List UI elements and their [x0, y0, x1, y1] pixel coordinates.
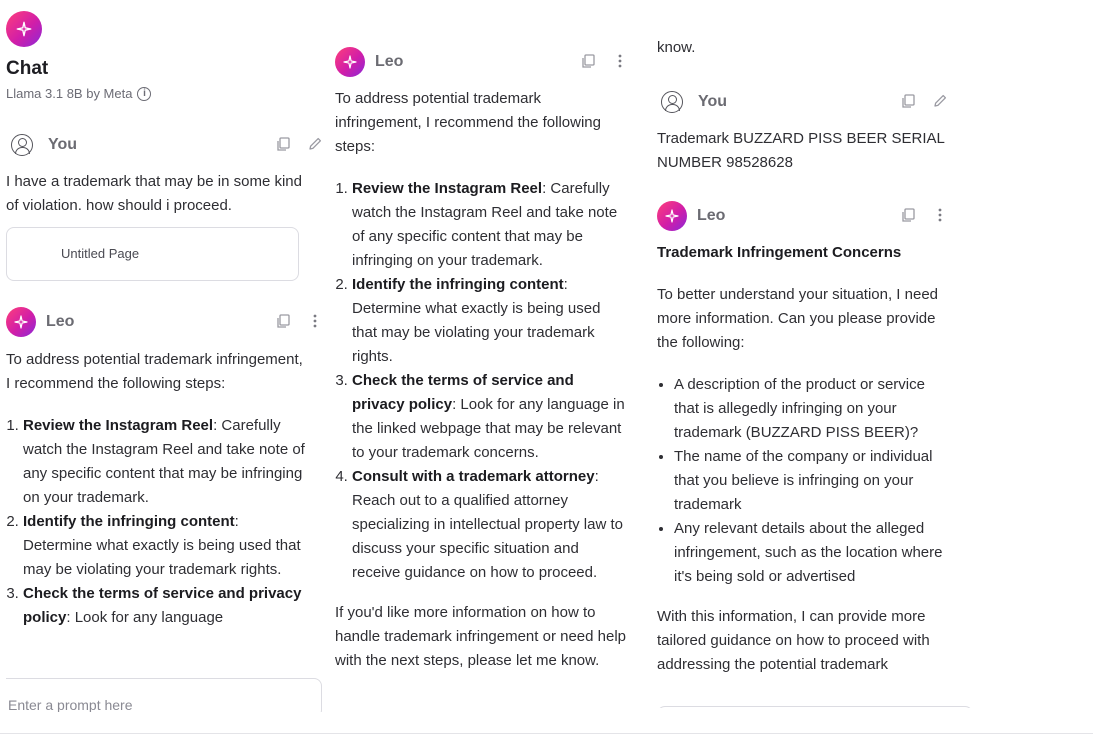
- more-vertical-icon[interactable]: [306, 312, 324, 330]
- leo-logo: [6, 11, 42, 47]
- user-circle-icon: [11, 134, 33, 156]
- model-name: Llama 3.1 8B by Meta: [6, 86, 133, 101]
- assistant-intro: To address potential trademark infringement, I recommend the following steps:: [6, 351, 303, 392]
- assistant-message-body: [657, 241, 949, 677]
- leo-avatar: [657, 201, 687, 231]
- user-circle-icon: [661, 91, 683, 113]
- assistant-message-body: [335, 87, 629, 673]
- chat-column-1: [6, 0, 324, 712]
- sparkle-icon: [13, 314, 29, 330]
- user-message-header: [6, 129, 324, 161]
- leo-avatar: [335, 47, 365, 77]
- previous-message-tail: know.: [657, 39, 696, 56]
- sparkle-icon: [342, 54, 358, 70]
- bullet-list: [657, 373, 949, 589]
- list-item: • Any relevant details about the alleged infringement, such as the location where it's being sold or advertised: [674, 517, 949, 589]
- sparkle-icon: [664, 208, 680, 224]
- page-title: Chat: [6, 58, 49, 79]
- chat-column-3: [657, 0, 973, 708]
- assistant-message-header: [335, 46, 631, 78]
- more-vertical-icon[interactable]: [931, 206, 949, 224]
- info-icon[interactable]: i: [137, 87, 151, 101]
- user-message-text: I have a trademark that may be in some kind of violation. how should i proceed.: [6, 173, 302, 214]
- more-vertical-icon[interactable]: [611, 52, 629, 70]
- model-label: [6, 86, 151, 101]
- user-message-header: [657, 86, 973, 118]
- copy-icon[interactable]: [274, 312, 292, 330]
- sender-name: You: [698, 93, 728, 110]
- attachment-title: Untitled Page: [61, 246, 140, 261]
- copy-icon[interactable]: [274, 135, 292, 153]
- chat-column-2: [335, 0, 631, 708]
- copy-icon[interactable]: [579, 52, 597, 70]
- steps-list: [6, 414, 306, 630]
- sender-name: Leo: [375, 53, 404, 70]
- assistant-message-header: [6, 306, 324, 338]
- response-heading: Trademark Infringement Concerns: [657, 244, 902, 261]
- list-item: 3. Check the terms of service and privacy policy: Look for any language in the linked webpage that may be relevant to your trademark concerns.: [352, 369, 629, 465]
- copy-icon[interactable]: [899, 92, 917, 110]
- sparkle-icon: [15, 20, 33, 38]
- list-item: • The name of the company or individual that you believe is infringing on your trademark: [674, 445, 949, 517]
- pencil-icon[interactable]: [931, 92, 949, 110]
- assistant-intro: To better understand your situation, I need more information. Can you please provide the following:: [657, 286, 939, 351]
- prompt-input[interactable]: Enter a prompt here: [6, 678, 322, 712]
- assistant-intro: To address potential trademark infringement, I recommend the following steps:: [335, 90, 601, 155]
- list-item: 2. Identify the infringing content: Determine what exactly is being used that may be violating your trademark rights.: [352, 273, 629, 369]
- assistant-outro: If you'd like more information on how to handle trademark infringement or need help with the next steps, please let me know.: [335, 604, 627, 669]
- assistant-message-body: [6, 348, 306, 630]
- user-message-text: Trademark BUZZARD PISS BEER SERIAL NUMBER 98528628: [657, 130, 945, 171]
- sender-name: Leo: [46, 313, 75, 330]
- leo-avatar: [6, 307, 36, 337]
- sender-name: Leo: [697, 207, 726, 224]
- list-item: • A description of the product or service that is allegedly infringing on your trademark (BUZZARD PISS BEER)?: [674, 373, 949, 445]
- list-item: 3. Check the terms of service and privacy policy: Look for any language: [23, 582, 306, 630]
- assistant-outro: With this information, I can provide more tailored guidance on how to proceed with addressing the potential trademark: [657, 608, 930, 673]
- pencil-icon[interactable]: [306, 135, 324, 153]
- list-item: 4. Consult with a trademark attorney: Reach out to a qualified attorney specializing in intellectual property law to discuss your specific situation and receive guidance on how to proceed.: [352, 465, 629, 585]
- assistant-message-header: [657, 200, 973, 232]
- steps-list: [335, 177, 629, 585]
- list-item: 2. Identify the infringing content: Determine what exactly is being used that may be violating your trademark rights.: [23, 510, 306, 582]
- attachment-card[interactable]: [6, 227, 299, 281]
- copy-icon[interactable]: [899, 206, 917, 224]
- divider: [0, 733, 1093, 734]
- prompt-input-edge[interactable]: [657, 706, 973, 708]
- sender-name: You: [48, 136, 78, 153]
- list-item: 1. Review the Instagram Reel: Carefully watch the Instagram Reel and take note of any specific content that may be infringing on your trademark.: [23, 414, 306, 510]
- list-item: 1. Review the Instagram Reel: Carefully watch the Instagram Reel and take note of any specific content that may be infringing on your trademark.: [352, 177, 629, 273]
